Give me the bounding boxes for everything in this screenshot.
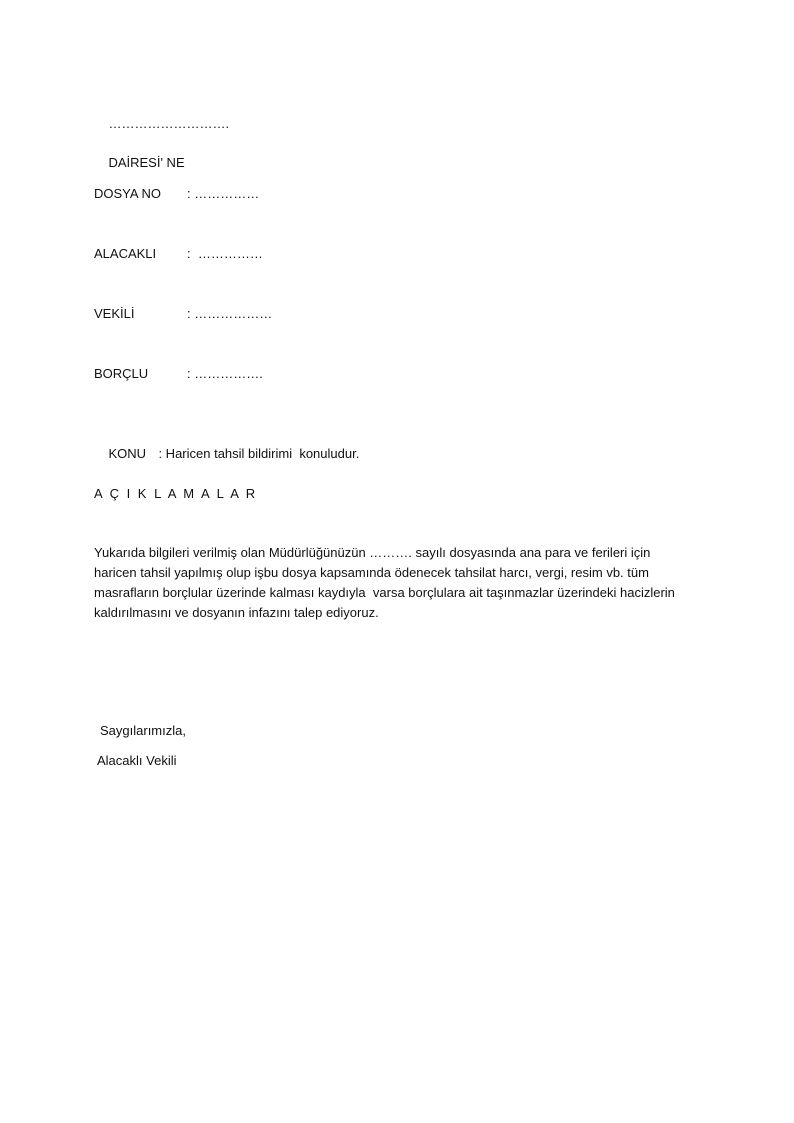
office-placeholder: ……………………….	[108, 115, 230, 131]
office-title: DAİRESİ' NE	[108, 154, 185, 170]
subject-label: KONU	[108, 445, 147, 461]
creditor-label: ALACAKLI	[94, 246, 157, 261]
creditor-value: : ……………	[187, 246, 263, 261]
explanation-title: A Ç I K L A M A L A R	[94, 486, 258, 501]
signature-text: Alacaklı Vekili	[97, 753, 177, 768]
creditor-row	[94, 244, 694, 264]
subject-row	[94, 424, 359, 483]
file-number-row	[94, 184, 694, 204]
paragraph-line-3: masrafların borçlular üzerinde kalması kaydıyla varsa borçlulara ait taşınmazlar üzerindeki hacizlerin	[94, 585, 675, 600]
debtor-label: BORÇLU	[94, 366, 149, 381]
file-number-label: DOSYA NO	[94, 186, 161, 201]
paragraph-line-4: kaldırılmasını ve dosyanın infazını talep ediyoruz.	[94, 605, 379, 620]
paragraph-line-2: haricen tahsil yapılmış olup işbu dosya kapsamında ödenecek tahsilat harcı, vergi, resim vb. tüm	[94, 565, 649, 580]
debtor-value: : …………….	[187, 366, 263, 381]
attorney-value: : ………………	[187, 306, 273, 321]
explanation-paragraph	[94, 543, 714, 623]
subject-text: : Haricen tahsil bildirimi konuludur.	[158, 445, 360, 461]
paragraph-line-1: Yukarıda bilgileri verilmiş olan Müdürlüğünüzün ………. sayılı dosyasında ana para ve ferileri için	[94, 545, 651, 560]
document-heading	[94, 94, 229, 192]
file-number-value: : ……………	[187, 186, 260, 201]
closing-text: Saygılarımızla,	[100, 723, 186, 738]
attorney-label: VEKİLİ	[94, 306, 135, 321]
debtor-row	[94, 364, 694, 384]
attorney-row	[94, 304, 694, 324]
